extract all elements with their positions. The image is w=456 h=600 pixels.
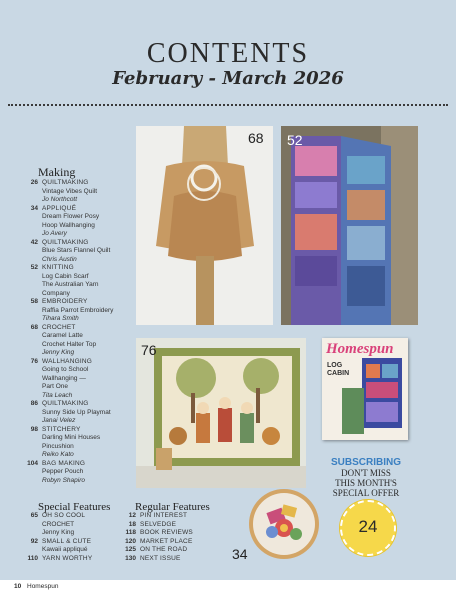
special-features-heading: Special Features (38, 501, 111, 513)
toc-category: PIN INTEREST (140, 512, 188, 519)
embroidery-hoop (248, 488, 320, 560)
toc-author: Jo Avery (42, 230, 67, 237)
toc-entry[interactable] (123, 521, 233, 530)
toc-category: ON THE ROAD (140, 546, 188, 553)
making-list (25, 179, 135, 485)
toc-page-number: 130 (125, 554, 136, 562)
toc-category: QUILTMAKING (42, 179, 89, 186)
toc-author: Jo Northcott (42, 196, 78, 203)
toc-category: SMALL & CUTE (42, 537, 92, 545)
toc-page-number: 92 (30, 537, 38, 545)
cover-line-log: LOG (327, 362, 343, 369)
toc-page-number: 76 (30, 357, 38, 365)
toc-author: Janai Velez (42, 417, 76, 424)
toc-title-line: Wallhanging — (42, 374, 86, 382)
toc-title-line: Pincushion (42, 442, 74, 450)
toc-entry[interactable] (25, 538, 135, 547)
toc-entry[interactable] (123, 546, 233, 555)
toc-category: SELVEDGE (140, 520, 177, 528)
toc-entry[interactable] (25, 426, 135, 435)
hoop-illustration (248, 488, 320, 560)
toc-page-number: 104 (27, 459, 38, 467)
toc-page-number: 125 (125, 546, 136, 553)
toc-category: MARKET PLACE (140, 537, 193, 545)
page-title: CONTENTS (146, 38, 310, 69)
toc-title-line: Crochet Halter Top (42, 340, 97, 348)
cover-brand: Homespun (326, 341, 394, 357)
page-badge[interactable] (340, 500, 396, 556)
toc-entry[interactable] (25, 358, 135, 367)
toc-category: APPLIQUÉ (42, 204, 77, 212)
magazine-cover[interactable] (322, 338, 408, 440)
toc-title-line: Raffia Parrot Embroidery (42, 306, 114, 314)
toc-page-number: 52 (30, 264, 38, 271)
toc-page-number: 65 (30, 512, 38, 519)
toc-page-number: 120 (125, 537, 136, 545)
toc-entry[interactable] (123, 538, 233, 547)
toc-title-line: The Australian Yarn (42, 281, 99, 288)
footer-magazine-name: Homespun (27, 583, 59, 590)
toc-category: BOOK REVIEWS (140, 529, 193, 536)
toc-page-number: 42 (30, 238, 38, 246)
toc-entry[interactable] (25, 324, 135, 333)
toc-category: QUILTMAKING (42, 238, 89, 246)
toc-page-number: 68 (30, 323, 38, 331)
toc-page-number: 18 (128, 520, 136, 528)
toc-title-line: Company (42, 289, 70, 297)
toc-page-number: 34 (30, 204, 38, 212)
toc-category: WALLHANGING (42, 357, 92, 365)
toc-title-line: Jenny King (42, 529, 75, 536)
toc-category: EMBROIDERY (42, 298, 88, 305)
toc-author: Reiko Kato (42, 451, 74, 458)
scarf-page-number: 52 (287, 132, 303, 148)
subscribe-line3: SPECIAL OFFER (332, 488, 400, 498)
special-features-list (25, 512, 135, 563)
toc-entry[interactable] (123, 555, 233, 564)
toc-title-line: Darling Mini Houses (42, 434, 101, 441)
regular-features-list (123, 512, 233, 563)
footer-page-number: 10 (14, 583, 22, 590)
wallhanging-illustration (136, 338, 306, 488)
toc-title-line: Going to School (42, 366, 89, 373)
toc-page-number: 110 (27, 554, 38, 562)
toc-entry[interactable] (25, 512, 135, 521)
subscribe-line1: DON'T MISS (341, 468, 391, 478)
toc-entry[interactable] (123, 529, 233, 538)
wallhanging-page-number: 76 (141, 342, 157, 358)
subscribe-headline: SUBSCRIBING (330, 457, 401, 468)
toc-category: NEXT ISSUE (140, 554, 181, 562)
toc-author: Tihara Smith (42, 315, 79, 322)
toc-category: KNITTING (42, 264, 74, 271)
toc-page-number: 26 (30, 179, 38, 186)
toc-category: BAG MAKING (42, 459, 86, 467)
toc-title-line: Sunny Side Up Playmat (42, 408, 111, 416)
toc-title-line: Vintage Vibes Quilt (42, 187, 98, 195)
toc-category: CROCHET (42, 323, 76, 331)
toc-entry[interactable] (25, 460, 135, 469)
toc-category: YARN WORTHY (42, 554, 93, 562)
toc-entry[interactable] (25, 400, 135, 409)
subscribe-line2: THIS MONTH'S (335, 478, 397, 488)
wallhanging-photo (136, 338, 306, 488)
toc-category: QUILTMAKING (42, 400, 89, 407)
toc-title-line: Caramel Latte (42, 332, 83, 339)
toc-page-number: 86 (30, 400, 38, 407)
subscribe-block[interactable] (318, 458, 414, 498)
crochet-page-number: 68 (248, 130, 264, 146)
toc-entry[interactable] (123, 512, 233, 521)
toc-entry[interactable] (25, 179, 135, 188)
toc-title-line: Hoop Wallhanging (42, 221, 95, 229)
toc-author: Tita Leach (42, 391, 73, 399)
page-footer (0, 580, 456, 600)
making-heading: Making (38, 165, 76, 179)
toc-entry[interactable] (25, 205, 135, 214)
toc-title-line: Blue Stars Flannel Quilt (42, 247, 111, 254)
toc-category: OH SO COOL (42, 512, 86, 519)
contents-header (0, 0, 456, 116)
toc-page-number: 118 (125, 529, 136, 536)
toc-entry[interactable] (25, 298, 135, 307)
toc-page-number: 58 (30, 298, 38, 305)
toc-title-line: CROCHET (42, 520, 75, 528)
toc-entry[interactable] (25, 239, 135, 248)
badge-number: 24 (358, 517, 378, 536)
toc-page-number: 98 (30, 425, 38, 433)
hoop-page-number: 34 (232, 546, 248, 562)
knitted-scarf-illustration (281, 126, 418, 325)
toc-category: STITCHERY (42, 425, 81, 433)
toc-title-line: Pepper Pouch (42, 468, 84, 475)
cover-line-cabin: CABIN (327, 370, 350, 377)
toc-author: Robyn Shapiro (42, 476, 85, 484)
toc-title-line: Log Cabin Scarf (42, 272, 89, 280)
issue-date: February - March 2026 (112, 68, 344, 89)
toc-entry[interactable] (25, 555, 135, 564)
toc-author: Chris Austin (42, 255, 77, 263)
toc-title-line: Dream Flower Posy (42, 213, 100, 220)
toc-title-line: Kawaii appliqué (42, 546, 88, 553)
toc-title-line: Part One (42, 383, 69, 390)
crochet-top-illustration (136, 126, 273, 325)
toc-entry[interactable] (25, 264, 135, 273)
regular-features-heading: Regular Features (135, 501, 210, 513)
crochet-top-photo (136, 126, 273, 325)
dotted-divider (8, 104, 448, 110)
toc-page-number: 12 (128, 512, 136, 519)
toc-author: Jenny King (42, 349, 75, 356)
knitted-scarf-photo (281, 126, 418, 325)
